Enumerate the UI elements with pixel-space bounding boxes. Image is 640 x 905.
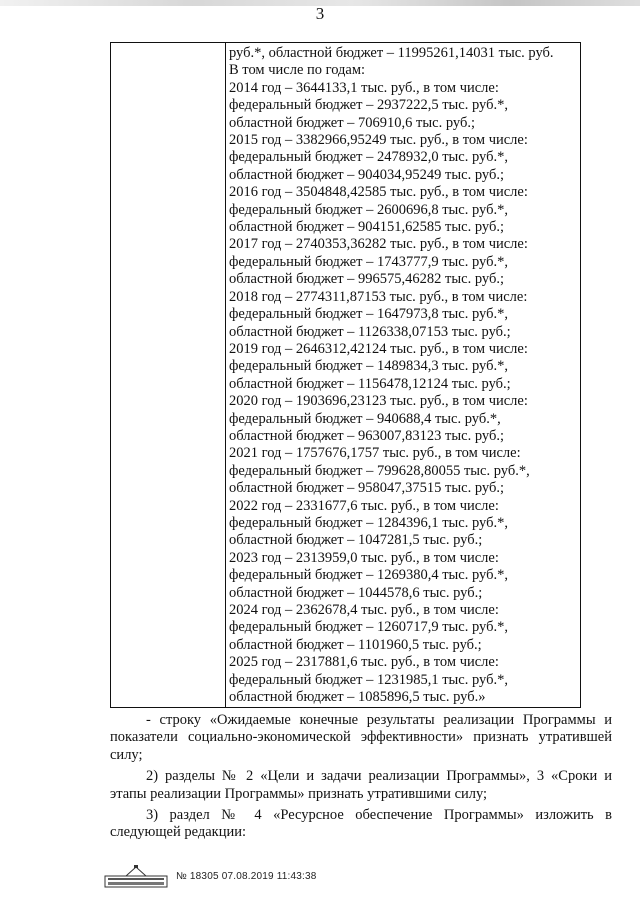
- budget-line: федеральный бюджет – 2937222,5 тыс. руб.*,: [229, 97, 508, 114]
- budget-line: В том числе по годам:: [229, 62, 366, 79]
- budget-line: руб.*, областной бюджет – 11995261,14031 тыс. руб.: [229, 45, 554, 61]
- budget-line: областной бюджет – 904034,95249 тыс. руб.;: [229, 166, 504, 183]
- budget-line: 2021 год – 1757676,1757 тыс. руб., в том числе:: [229, 445, 521, 462]
- budget-line: областной бюджет – 1047281,5 тыс. руб.;: [229, 532, 483, 549]
- budget-line: 2022 год – 2331677,6 тыс. руб., в том числе:: [229, 497, 499, 514]
- budget-line: 2025 год – 2317881,6 тыс. руб., в том числе:: [229, 654, 499, 671]
- budget-line: федеральный бюджет – 799628,80055 тыс. руб.*,: [229, 462, 530, 479]
- budget-line: областной бюджет – 963007,83123 тыс. руб.;: [229, 427, 504, 444]
- budget-line: областной бюджет – 1044578,6 тыс. руб.;: [229, 584, 483, 601]
- budget-line: федеральный бюджет – 940688,4 тыс. руб.*,: [229, 410, 501, 427]
- budget-cell: [229, 45, 579, 706]
- footer: [104, 864, 364, 888]
- paragraph: - строку «Ожидаемые конечные результаты реализации Программы и показатели социально-экономической эффективности» признать утратившей силу;: [110, 712, 612, 763]
- budget-line: 2023 год – 2313959,0 тыс. руб., в том числе:: [229, 549, 499, 566]
- budget-line: 2015 год – 3382966,95249 тыс. руб., в том числе:: [229, 132, 528, 149]
- budget-line: 2018 год – 2774311,87153 тыс. руб., в том числе:: [229, 288, 528, 305]
- body-text: [110, 712, 612, 846]
- budget-table: [110, 42, 581, 708]
- paragraph: 2) разделы № 2 «Цели и задачи реализации Программы», 3 «Сроки и этапы реализации Программы» признать утратившими силу;: [110, 768, 612, 802]
- budget-line: федеральный бюджет – 2600696,8 тыс. руб.*,: [229, 201, 508, 218]
- budget-line: областной бюджет – 1126338,07153 тыс. руб.;: [229, 323, 511, 340]
- page-number: 3: [315, 4, 325, 23]
- registration-stamp: № 18305 07.08.2019 11:43:38: [176, 870, 317, 882]
- budget-line: 2019 год – 2646312,42124 тыс. руб., в том числе:: [229, 340, 528, 357]
- budget-line: федеральный бюджет – 1231985,1 тыс. руб.*,: [229, 671, 508, 688]
- budget-line: 2020 год – 1903696,23123 тыс. руб., в том числе:: [229, 393, 528, 410]
- table-column-divider: [225, 43, 226, 707]
- budget-line: областной бюджет – 904151,62585 тыс. руб.;: [229, 219, 504, 236]
- budget-line: областной бюджет – 1101960,5 тыс. руб.;: [229, 636, 482, 653]
- budget-line: областной бюджет – 958047,37515 тыс. руб.;: [229, 480, 504, 497]
- budget-line: 2016 год – 3504848,42585 тыс. руб., в том числе:: [229, 184, 528, 201]
- budget-line: областной бюджет – 1085896,5 тыс. руб.»: [229, 689, 486, 706]
- budget-line: федеральный бюджет – 2478932,0 тыс. руб.*,: [229, 149, 508, 166]
- registry-stamp-icon: [104, 864, 168, 888]
- budget-line: федеральный бюджет – 1269380,4 тыс. руб.*,: [229, 567, 508, 584]
- budget-line: областной бюджет – 706910,6 тыс. руб.;: [229, 114, 475, 131]
- budget-line: 2017 год – 2740353,36282 тыс. руб., в том числе:: [229, 236, 528, 253]
- budget-line: областной бюджет – 1156478,12124 тыс. руб.;: [229, 375, 511, 392]
- budget-line: областной бюджет – 996575,46282 тыс. руб.;: [229, 271, 504, 288]
- budget-line: федеральный бюджет – 1284396,1 тыс. руб.*,: [229, 514, 508, 531]
- budget-line: федеральный бюджет – 1743777,9 тыс. руб.*,: [229, 253, 508, 270]
- budget-line: 2014 год – 3644133,1 тыс. руб., в том числе:: [229, 79, 499, 96]
- paragraph: 3) раздел № 4 «Ресурсное обеспечение Программы» изложить в следующей редакции:: [110, 807, 612, 841]
- budget-line: федеральный бюджет – 1647973,8 тыс. руб.*,: [229, 306, 508, 323]
- budget-line: федеральный бюджет – 1489834,3 тыс. руб.*,: [229, 358, 508, 375]
- budget-line: федеральный бюджет – 1260717,9 тыс. руб.*,: [229, 619, 508, 636]
- budget-line: 2024 год – 2362678,4 тыс. руб., в том числе:: [229, 602, 499, 618]
